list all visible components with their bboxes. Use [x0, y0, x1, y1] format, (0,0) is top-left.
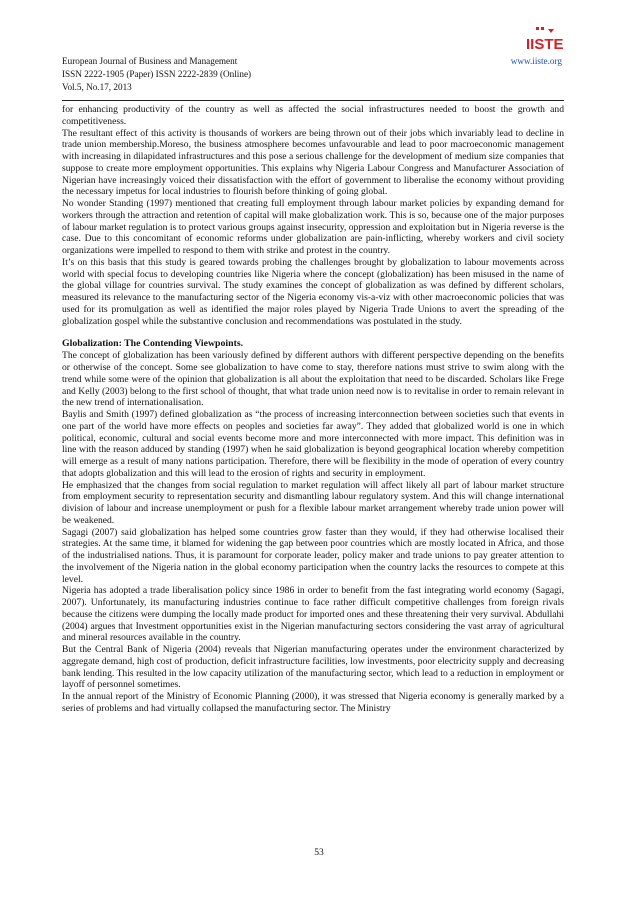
iiste-logo-text: IISTE	[526, 36, 564, 53]
journal-issn: ISSN 2222-1905 (Paper) ISSN 2222-2839 (Online)	[62, 69, 252, 79]
body-paragraph: But the Central Bank of Nigeria (2004) reveals that Nigerian manufacturing operates under the environment characterized by aggregate demand, high cost of production, deficit infrastructure facilities, low investments, poor electricity supply and decreasing bank lending. This resulted in the low capacity utilization of the manufacturing sector, which lead to a reduction in employment or layoff of personnel sometimes.	[62, 644, 564, 691]
body-paragraph: In the annual report of the Ministry of Economic Planning (2000), it was stressed that Nigeria economy is generally marked by a series of problems and had virtually collapsed the manufacturing sector. The Ministry	[62, 691, 564, 714]
body-paragraph: The concept of globalization has been variously defined by different authors with different perspective depending on the benefits or otherwise of the concept. Some see globalization to have come to stay, therefore nations must strive to swim along with the trend while some were of the opinion that globalization is all about the exploitation that need to be discarded. Scholars like Frege and Kelly (2003) belong to the first school of thought, that what trade union need now is to revitalise in order to remain relevant in the new trend of internationalisation.	[62, 350, 564, 409]
page-number: 53	[314, 847, 324, 858]
body-paragraph: Sagagi (2007) said globalization has helped some countries grow faster than they would, if they had otherwise localised their strategies. At the same time, it blamed for widening the gap between poor countries which are mostly located in Africa, and those of the industrialised nations. Thus, it is paramount for corporate leader, policy maker and trade unions to pay greater attention to the involvement of the Nigeria nation in the global economy participation when the country lacks the resources to compete at this level.	[62, 526, 564, 585]
body-paragraph: No wonder Standing (1997) mentioned that creating full employment through labour market policies by expanding demand for workers through the attraction and retention of capital will make globalization work. This is so, because one of the major purposes of labour market regulation is to protect various groups against insecurity, oppression and exploitation but in Nigeria reverse is the case. Due to this concomitant of economic reforms under globalization are pain-inflicting, whereby workers and civil society organizations were impelled to respond to them with strike and protest in the country.	[62, 198, 564, 256]
body-paragraph: He emphasized that the changes from social regulation to market regulation will affect likely all part of labour market structure from employment security to representation security and dismantling labour regulatory system. And this will change international division of labour and increase unemployment or push for a flexible labour market arrangement whereby trade union power will be weakened.	[62, 479, 564, 526]
journal-name: European Journal of Business and Management	[62, 56, 238, 66]
iiste-logo-icon	[522, 27, 566, 57]
body-paragraph: Nigeria has adopted a trade liberalisation policy since 1986 in order to benefit from the fast integrating world economy (Sagagi, 2007). Unfortunately, its manufacturing industries continue to face rather difficult competitive challenges from foreign rivals because the citizens were dumping the locally made product for imported ones and these threatening their very survival. Abdullahi (2004) argues that Investment opportunities exist in the Nigerian manufacturing sectors considering the vast array of agricultural and mineral resources available in the country.	[62, 585, 564, 644]
section-heading: Globalization: The Contending Viewpoints.	[62, 338, 244, 350]
body-paragraph: The resultant effect of this activity is thousands of workers are being thrown out of their jobs which invariably lead to decline in trade union membership.Moreso, the business atmosphere becomes unfavourable and lead to poor macroeconomic management with increasing in dilapidated infrastructures and this pose a serious challenge for the development of medium size companies that suppose to create more employment opportunities. This explains why Nigeria Labour Congress and Manufacturer Association of Nigerian have increasingly voiced their dissatisfaction with the effort of government to liberalise the economy without providing the necessary impetus for local industries to flourish before thinking of going global.	[62, 127, 564, 198]
header-divider	[62, 100, 564, 101]
article-body	[62, 104, 564, 715]
body-paragraph: Baylis and Smith (1997) defined globalization as “the process of increasing interconnection between societies such that events in one part of the world have more effects on peoples and societies far away”. They added that globalized world is one in which political, economic, cultural and social events become more and more interconnected with more impact. This definition was in line with the reason adduced by standing (1997) when he said globalization is beyond geographical location whereby competition will emerge as a result of many nations participation. Therefore, there will be flexibility in the mode of operation of every country that adopts globalization and this will lead to the erosion of rights and security in employment.	[62, 409, 564, 479]
journal-volume: Vol.5, No.17, 2013	[62, 82, 132, 92]
body-paragraph: It’s on this basis that this study is geared towards probing the challenges brought by globalization to labour movements across world with special focus to developing countries like Nigeria where the concept (globalization) has been misused in the name of the global village for countries survival. The study examines the concept of globalization as was defined by different scholars, measured its relevance to the manufacturing sector of the Nigeria economy vis-a-viz with other macroeconomic policies that was used for its promulgation as well as identified the major roles played by Nigeria Trade Unions to avert the spreading of the globalization gospel while the substantive conclusion and recommendations was postulated in the study.	[62, 256, 564, 327]
journal-url-link[interactable]: www.iiste.org	[510, 56, 562, 66]
body-paragraph: for enhancing productivity of the country as well as affected the social infrastructures needed to boost the growth and competitiveness.	[62, 104, 564, 127]
